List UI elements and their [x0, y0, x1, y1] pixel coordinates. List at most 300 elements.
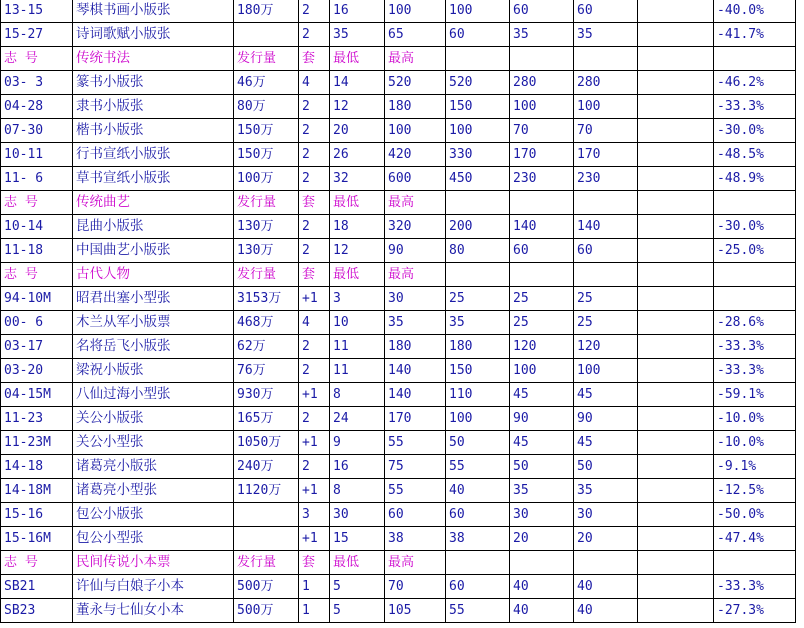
set-count-cell[interactable]: 2 — [299, 239, 330, 263]
price-col-4-cell[interactable] — [638, 71, 714, 95]
issue-quantity-cell[interactable]: 468万 — [234, 311, 299, 335]
price-col-4-cell[interactable] — [638, 575, 714, 599]
stamp-name-cell[interactable]: 昭君出塞小型张 — [73, 287, 234, 311]
highest-price-cell[interactable]: 140 — [385, 383, 446, 407]
highest-price-cell[interactable]: 100 — [385, 0, 446, 23]
change-percent-cell[interactable] — [714, 191, 796, 215]
highest-price-cell[interactable]: 170 — [385, 407, 446, 431]
table-row — [1, 143, 796, 167]
lowest-price-cell[interactable]: 最低 — [330, 191, 385, 215]
highest-price-cell[interactable]: 30 — [385, 287, 446, 311]
stamp-name-cell[interactable]: 关公小版张 — [73, 407, 234, 431]
stamp-id-cell[interactable]: 11- 6 — [1, 167, 73, 191]
set-count-cell[interactable]: 2 — [299, 23, 330, 47]
price-col-3-cell[interactable]: 20 — [574, 527, 638, 551]
issue-quantity-cell[interactable]: 150万 — [234, 119, 299, 143]
stamp-name-cell[interactable]: 八仙过海小型张 — [73, 383, 234, 407]
stamp-id-cell[interactable]: 14-18 — [1, 455, 73, 479]
price-col-4-cell[interactable] — [638, 239, 714, 263]
price-col-3-cell[interactable]: 35 — [574, 479, 638, 503]
price-col-1-cell[interactable]: 110 — [446, 383, 510, 407]
issue-quantity-cell[interactable]: 930万 — [234, 383, 299, 407]
price-col-4-cell[interactable] — [638, 47, 714, 71]
stamp-id-cell[interactable]: 15-27 — [1, 23, 73, 47]
issue-quantity-cell[interactable]: 76万 — [234, 359, 299, 383]
price-col-4-cell[interactable] — [638, 335, 714, 359]
price-col-2-cell[interactable]: 20 — [510, 527, 574, 551]
price-col-1-cell[interactable]: 80 — [446, 239, 510, 263]
lowest-price-cell[interactable]: 5 — [330, 599, 385, 623]
set-count-cell[interactable]: +1 — [299, 383, 330, 407]
price-col-3-cell[interactable]: 25 — [574, 311, 638, 335]
price-col-2-cell[interactable] — [510, 263, 574, 287]
change-percent-cell[interactable]: -48.9% — [714, 167, 796, 191]
table-row — [1, 527, 796, 551]
stamp-name-cell[interactable]: 古代人物 — [73, 263, 234, 287]
price-col-4-cell[interactable] — [638, 503, 714, 527]
issue-quantity-cell[interactable]: 130万 — [234, 215, 299, 239]
price-col-1-cell[interactable]: 200 — [446, 215, 510, 239]
price-col-1-cell[interactable]: 35 — [446, 311, 510, 335]
set-count-cell[interactable]: 2 — [299, 167, 330, 191]
table-row — [1, 95, 796, 119]
issue-quantity-cell[interactable] — [234, 527, 299, 551]
price-col-2-cell[interactable]: 70 — [510, 119, 574, 143]
change-percent-cell[interactable]: -33.3% — [714, 575, 796, 599]
stamp-id-cell[interactable]: 志 号 — [1, 551, 73, 575]
lowest-price-cell[interactable]: 最低 — [330, 47, 385, 71]
stamp-id-cell[interactable]: 15-16M — [1, 527, 73, 551]
highest-price-cell[interactable]: 180 — [385, 335, 446, 359]
lowest-price-cell[interactable]: 11 — [330, 359, 385, 383]
change-percent-cell[interactable]: -10.0% — [714, 431, 796, 455]
stamp-name-cell[interactable]: 民间传说小本票 — [73, 551, 234, 575]
lowest-price-cell[interactable]: 12 — [330, 239, 385, 263]
price-col-1-cell[interactable]: 100 — [446, 407, 510, 431]
price-col-1-cell[interactable]: 150 — [446, 359, 510, 383]
set-count-cell[interactable]: +1 — [299, 431, 330, 455]
stamp-id-cell[interactable]: 15-16 — [1, 503, 73, 527]
stamp-id-cell[interactable]: 志 号 — [1, 263, 73, 287]
set-count-cell[interactable]: 套 — [299, 47, 330, 71]
table-row — [1, 407, 796, 431]
highest-price-cell[interactable]: 90 — [385, 239, 446, 263]
price-col-3-cell[interactable]: 35 — [574, 23, 638, 47]
price-col-3-cell[interactable]: 40 — [574, 575, 638, 599]
lowest-price-cell[interactable]: 8 — [330, 383, 385, 407]
price-col-1-cell[interactable]: 60 — [446, 23, 510, 47]
highest-price-cell[interactable]: 35 — [385, 311, 446, 335]
price-col-4-cell[interactable] — [638, 263, 714, 287]
highest-price-cell[interactable]: 105 — [385, 599, 446, 623]
lowest-price-cell[interactable]: 5 — [330, 575, 385, 599]
change-percent-cell[interactable]: -27.3% — [714, 599, 796, 623]
lowest-price-cell[interactable]: 16 — [330, 0, 385, 23]
set-count-cell[interactable]: +1 — [299, 527, 330, 551]
price-col-4-cell[interactable] — [638, 215, 714, 239]
change-percent-cell[interactable]: -28.6% — [714, 311, 796, 335]
price-col-4-cell[interactable] — [638, 455, 714, 479]
price-col-2-cell[interactable]: 120 — [510, 335, 574, 359]
lowest-price-cell[interactable]: 14 — [330, 71, 385, 95]
price-col-1-cell[interactable]: 25 — [446, 287, 510, 311]
highest-price-cell[interactable]: 320 — [385, 215, 446, 239]
price-col-2-cell[interactable]: 25 — [510, 287, 574, 311]
highest-price-cell[interactable]: 65 — [385, 23, 446, 47]
stamp-name-cell[interactable]: 包公小型张 — [73, 527, 234, 551]
price-col-4-cell[interactable] — [638, 527, 714, 551]
stamp-id-cell[interactable]: 03-20 — [1, 359, 73, 383]
issue-quantity-cell[interactable]: 80万 — [234, 95, 299, 119]
issue-quantity-cell[interactable]: 130万 — [234, 239, 299, 263]
highest-price-cell[interactable]: 最高 — [385, 263, 446, 287]
price-col-1-cell[interactable]: 40 — [446, 479, 510, 503]
stamp-id-cell[interactable]: SB23 — [1, 599, 73, 623]
price-col-4-cell[interactable] — [638, 407, 714, 431]
stamp-name-cell[interactable]: 许仙与白娘子小本 — [73, 575, 234, 599]
price-col-4-cell[interactable] — [638, 599, 714, 623]
highest-price-cell[interactable]: 38 — [385, 527, 446, 551]
price-col-2-cell[interactable]: 50 — [510, 455, 574, 479]
change-percent-cell[interactable]: -59.1% — [714, 383, 796, 407]
price-col-2-cell[interactable]: 90 — [510, 407, 574, 431]
price-col-4-cell[interactable] — [638, 143, 714, 167]
price-col-3-cell[interactable]: 170 — [574, 143, 638, 167]
price-col-1-cell[interactable]: 450 — [446, 167, 510, 191]
set-count-cell[interactable]: 套 — [299, 551, 330, 575]
lowest-price-cell[interactable]: 18 — [330, 215, 385, 239]
issue-quantity-cell[interactable]: 240万 — [234, 455, 299, 479]
set-count-cell[interactable]: 套 — [299, 191, 330, 215]
stamp-name-cell[interactable]: 梁祝小版张 — [73, 359, 234, 383]
lowest-price-cell[interactable]: 11 — [330, 335, 385, 359]
stamp-id-cell[interactable]: 11-18 — [1, 239, 73, 263]
issue-quantity-cell[interactable]: 46万 — [234, 71, 299, 95]
issue-quantity-cell[interactable]: 150万 — [234, 143, 299, 167]
set-count-cell[interactable]: 1 — [299, 599, 330, 623]
set-count-cell[interactable]: 2 — [299, 359, 330, 383]
change-percent-cell[interactable]: -33.3% — [714, 95, 796, 119]
set-count-cell[interactable]: 2 — [299, 0, 330, 23]
stamp-name-cell[interactable]: 传统书法 — [73, 47, 234, 71]
price-col-1-cell[interactable]: 100 — [446, 119, 510, 143]
set-count-cell[interactable]: +1 — [299, 287, 330, 311]
lowest-price-cell[interactable]: 最低 — [330, 551, 385, 575]
set-count-cell[interactable]: 套 — [299, 263, 330, 287]
price-col-1-cell[interactable]: 330 — [446, 143, 510, 167]
price-col-1-cell[interactable]: 55 — [446, 455, 510, 479]
set-count-cell[interactable]: 1 — [299, 575, 330, 599]
stamp-id-cell[interactable]: 07-30 — [1, 119, 73, 143]
issue-quantity-cell[interactable]: 发行量 — [234, 263, 299, 287]
price-col-2-cell[interactable]: 60 — [510, 239, 574, 263]
price-col-2-cell[interactable]: 40 — [510, 599, 574, 623]
change-percent-cell[interactable]: -46.2% — [714, 71, 796, 95]
change-percent-cell[interactable]: -47.4% — [714, 527, 796, 551]
price-col-2-cell[interactable]: 100 — [510, 359, 574, 383]
price-col-3-cell[interactable]: 100 — [574, 359, 638, 383]
price-col-4-cell[interactable] — [638, 311, 714, 335]
issue-quantity-cell[interactable]: 62万 — [234, 335, 299, 359]
issue-quantity-cell[interactable]: 发行量 — [234, 191, 299, 215]
stamp-name-cell[interactable]: 木兰从军小版票 — [73, 311, 234, 335]
price-col-3-cell[interactable]: 280 — [574, 71, 638, 95]
change-percent-cell[interactable] — [714, 287, 796, 311]
price-col-3-cell[interactable]: 25 — [574, 287, 638, 311]
section-header-row — [1, 551, 796, 575]
price-col-4-cell[interactable] — [638, 0, 714, 23]
set-count-cell[interactable]: 3 — [299, 503, 330, 527]
price-col-2-cell[interactable]: 100 — [510, 95, 574, 119]
stamp-name-cell[interactable]: 中国曲艺小版张 — [73, 239, 234, 263]
table-row — [1, 503, 796, 527]
price-col-3-cell[interactable]: 50 — [574, 455, 638, 479]
stamp-id-cell[interactable]: 00- 6 — [1, 311, 73, 335]
change-percent-cell[interactable] — [714, 47, 796, 71]
stamp-name-cell[interactable]: 琴棋书画小版张 — [73, 0, 234, 23]
stamp-id-cell[interactable]: 11-23 — [1, 407, 73, 431]
price-col-3-cell[interactable]: 100 — [574, 95, 638, 119]
lowest-price-cell[interactable]: 最低 — [330, 263, 385, 287]
price-col-2-cell[interactable]: 60 — [510, 0, 574, 23]
change-percent-cell[interactable]: -10.0% — [714, 407, 796, 431]
highest-price-cell[interactable]: 75 — [385, 455, 446, 479]
price-col-1-cell[interactable]: 520 — [446, 71, 510, 95]
stamp-name-cell[interactable]: 诗词歌赋小版张 — [73, 23, 234, 47]
price-col-2-cell[interactable]: 230 — [510, 167, 574, 191]
stamp-id-cell[interactable]: 04-28 — [1, 95, 73, 119]
stamp-id-cell[interactable]: 11-23M — [1, 431, 73, 455]
lowest-price-cell[interactable]: 26 — [330, 143, 385, 167]
lowest-price-cell[interactable]: 30 — [330, 503, 385, 527]
price-col-2-cell[interactable]: 140 — [510, 215, 574, 239]
price-col-4-cell[interactable] — [638, 167, 714, 191]
price-col-3-cell[interactable]: 90 — [574, 407, 638, 431]
stamp-name-cell[interactable]: 隶书小版张 — [73, 95, 234, 119]
lowest-price-cell[interactable]: 9 — [330, 431, 385, 455]
change-percent-cell[interactable]: -33.3% — [714, 335, 796, 359]
set-count-cell[interactable]: 2 — [299, 119, 330, 143]
price-col-1-cell[interactable] — [446, 191, 510, 215]
price-col-3-cell[interactable]: 60 — [574, 239, 638, 263]
price-col-3-cell[interactable]: 45 — [574, 431, 638, 455]
set-count-cell[interactable]: +1 — [299, 479, 330, 503]
price-col-3-cell[interactable]: 30 — [574, 503, 638, 527]
table-row — [1, 119, 796, 143]
price-col-3-cell[interactable]: 120 — [574, 335, 638, 359]
stamp-id-cell[interactable]: 志 号 — [1, 191, 73, 215]
price-col-1-cell[interactable]: 38 — [446, 527, 510, 551]
highest-price-cell[interactable]: 70 — [385, 575, 446, 599]
stamp-name-cell[interactable]: 包公小版张 — [73, 503, 234, 527]
lowest-price-cell[interactable]: 10 — [330, 311, 385, 335]
set-count-cell[interactable]: 2 — [299, 407, 330, 431]
price-col-2-cell[interactable]: 25 — [510, 311, 574, 335]
price-col-4-cell[interactable] — [638, 119, 714, 143]
lowest-price-cell[interactable]: 24 — [330, 407, 385, 431]
stamp-id-cell[interactable]: 13-15 — [1, 0, 73, 23]
price-col-1-cell[interactable]: 100 — [446, 0, 510, 23]
price-col-4-cell[interactable] — [638, 359, 714, 383]
lowest-price-cell[interactable]: 8 — [330, 479, 385, 503]
lowest-price-cell[interactable]: 32 — [330, 167, 385, 191]
price-col-4-cell[interactable] — [638, 95, 714, 119]
change-percent-cell[interactable] — [714, 263, 796, 287]
price-col-4-cell[interactable] — [638, 383, 714, 407]
highest-price-cell[interactable]: 最高 — [385, 551, 446, 575]
price-col-1-cell[interactable]: 55 — [446, 599, 510, 623]
change-percent-cell[interactable]: -30.0% — [714, 215, 796, 239]
price-col-4-cell[interactable] — [638, 431, 714, 455]
stamp-name-cell[interactable]: 昆曲小版张 — [73, 215, 234, 239]
stamp-id-cell[interactable]: 14-18M — [1, 479, 73, 503]
table-row — [1, 0, 796, 23]
highest-price-cell[interactable]: 55 — [385, 479, 446, 503]
set-count-cell[interactable]: 2 — [299, 95, 330, 119]
lowest-price-cell[interactable]: 16 — [330, 455, 385, 479]
price-col-3-cell[interactable] — [574, 191, 638, 215]
highest-price-cell[interactable]: 最高 — [385, 191, 446, 215]
price-col-2-cell[interactable]: 45 — [510, 383, 574, 407]
set-count-cell[interactable]: 2 — [299, 143, 330, 167]
stamp-id-cell[interactable]: 03-17 — [1, 335, 73, 359]
stamp-id-cell[interactable]: 10-11 — [1, 143, 73, 167]
stamp-name-cell[interactable]: 董永与七仙女小本 — [73, 599, 234, 623]
price-col-3-cell[interactable]: 140 — [574, 215, 638, 239]
price-col-1-cell[interactable]: 60 — [446, 575, 510, 599]
stamp-name-cell[interactable]: 关公小型张 — [73, 431, 234, 455]
stamp-name-cell[interactable]: 诸葛亮小型张 — [73, 479, 234, 503]
lowest-price-cell[interactable]: 12 — [330, 95, 385, 119]
stamp-id-cell[interactable]: SB21 — [1, 575, 73, 599]
highest-price-cell[interactable]: 55 — [385, 431, 446, 455]
issue-quantity-cell[interactable]: 1120万 — [234, 479, 299, 503]
issue-quantity-cell[interactable]: 500万 — [234, 575, 299, 599]
price-col-2-cell[interactable]: 30 — [510, 503, 574, 527]
stamp-id-cell[interactable]: 志 号 — [1, 47, 73, 71]
table-row — [1, 23, 796, 47]
change-percent-cell[interactable]: -12.5% — [714, 479, 796, 503]
price-col-3-cell[interactable] — [574, 263, 638, 287]
change-percent-cell[interactable]: -41.7% — [714, 23, 796, 47]
price-col-4-cell[interactable] — [638, 287, 714, 311]
lowest-price-cell[interactable]: 35 — [330, 23, 385, 47]
table-row — [1, 359, 796, 383]
issue-quantity-cell[interactable]: 165万 — [234, 407, 299, 431]
table-row — [1, 239, 796, 263]
issue-quantity-cell[interactable]: 180万 — [234, 0, 299, 23]
issue-quantity-cell[interactable]: 500万 — [234, 599, 299, 623]
price-col-3-cell[interactable]: 70 — [574, 119, 638, 143]
table-row — [1, 71, 796, 95]
issue-quantity-cell[interactable]: 100万 — [234, 167, 299, 191]
stamp-name-cell[interactable]: 传统曲艺 — [73, 191, 234, 215]
set-count-cell[interactable]: 4 — [299, 311, 330, 335]
highest-price-cell[interactable]: 100 — [385, 119, 446, 143]
stamp-id-cell[interactable]: 94-10M — [1, 287, 73, 311]
price-col-2-cell[interactable]: 45 — [510, 431, 574, 455]
change-percent-cell[interactable]: -33.3% — [714, 359, 796, 383]
price-col-2-cell[interactable] — [510, 191, 574, 215]
price-col-3-cell[interactable]: 60 — [574, 0, 638, 23]
stamp-name-cell[interactable]: 诸葛亮小版张 — [73, 455, 234, 479]
price-col-3-cell[interactable]: 45 — [574, 383, 638, 407]
set-count-cell[interactable]: 2 — [299, 335, 330, 359]
price-col-3-cell[interactable]: 40 — [574, 599, 638, 623]
price-col-3-cell[interactable] — [574, 47, 638, 71]
price-col-2-cell[interactable] — [510, 47, 574, 71]
price-col-1-cell[interactable] — [446, 47, 510, 71]
highest-price-cell[interactable]: 600 — [385, 167, 446, 191]
set-count-cell[interactable]: 4 — [299, 71, 330, 95]
price-col-4-cell[interactable] — [638, 479, 714, 503]
table-row — [1, 455, 796, 479]
stamp-name-cell[interactable]: 行书宣纸小版张 — [73, 143, 234, 167]
price-col-3-cell[interactable] — [574, 551, 638, 575]
table-row — [1, 575, 796, 599]
issue-quantity-cell[interactable]: 发行量 — [234, 47, 299, 71]
stamp-id-cell[interactable]: 10-14 — [1, 215, 73, 239]
price-col-1-cell[interactable]: 150 — [446, 95, 510, 119]
issue-quantity-cell[interactable] — [234, 503, 299, 527]
change-percent-cell[interactable]: -9.1% — [714, 455, 796, 479]
price-col-4-cell[interactable] — [638, 551, 714, 575]
issue-quantity-cell[interactable]: 1050万 — [234, 431, 299, 455]
highest-price-cell[interactable]: 60 — [385, 503, 446, 527]
price-col-2-cell[interactable]: 35 — [510, 479, 574, 503]
issue-quantity-cell[interactable]: 3153万 — [234, 287, 299, 311]
highest-price-cell[interactable]: 140 — [385, 359, 446, 383]
change-percent-cell[interactable]: -30.0% — [714, 119, 796, 143]
stamp-id-cell[interactable]: 04-15M — [1, 383, 73, 407]
change-percent-cell[interactable]: -50.0% — [714, 503, 796, 527]
highest-price-cell[interactable]: 520 — [385, 71, 446, 95]
price-col-1-cell[interactable]: 60 — [446, 503, 510, 527]
highest-price-cell[interactable]: 420 — [385, 143, 446, 167]
price-col-1-cell[interactable] — [446, 551, 510, 575]
price-col-4-cell[interactable] — [638, 191, 714, 215]
stamp-name-cell[interactable]: 篆书小版张 — [73, 71, 234, 95]
price-col-1-cell[interactable]: 50 — [446, 431, 510, 455]
price-col-2-cell[interactable]: 280 — [510, 71, 574, 95]
stamp-name-cell[interactable]: 草书宣纸小版张 — [73, 167, 234, 191]
price-col-2-cell[interactable]: 40 — [510, 575, 574, 599]
lowest-price-cell[interactable]: 3 — [330, 287, 385, 311]
set-count-cell[interactable]: 2 — [299, 455, 330, 479]
price-col-2-cell[interactable]: 170 — [510, 143, 574, 167]
set-count-cell[interactable]: 2 — [299, 215, 330, 239]
lowest-price-cell[interactable]: 15 — [330, 527, 385, 551]
stamp-name-cell[interactable]: 楷书小版张 — [73, 119, 234, 143]
price-col-2-cell[interactable] — [510, 551, 574, 575]
change-percent-cell[interactable] — [714, 551, 796, 575]
price-col-3-cell[interactable]: 230 — [574, 167, 638, 191]
stamp-id-cell[interactable]: 03- 3 — [1, 71, 73, 95]
lowest-price-cell[interactable]: 20 — [330, 119, 385, 143]
change-percent-cell[interactable]: -25.0% — [714, 239, 796, 263]
price-col-4-cell[interactable] — [638, 23, 714, 47]
highest-price-cell[interactable]: 180 — [385, 95, 446, 119]
change-percent-cell[interactable]: -48.5% — [714, 143, 796, 167]
issue-quantity-cell[interactable] — [234, 23, 299, 47]
issue-quantity-cell[interactable]: 发行量 — [234, 551, 299, 575]
price-col-2-cell[interactable]: 35 — [510, 23, 574, 47]
highest-price-cell[interactable]: 最高 — [385, 47, 446, 71]
price-col-1-cell[interactable]: 180 — [446, 335, 510, 359]
stamp-name-cell[interactable]: 名将岳飞小版张 — [73, 335, 234, 359]
change-percent-cell[interactable]: -40.0% — [714, 0, 796, 23]
price-col-1-cell[interactable] — [446, 263, 510, 287]
